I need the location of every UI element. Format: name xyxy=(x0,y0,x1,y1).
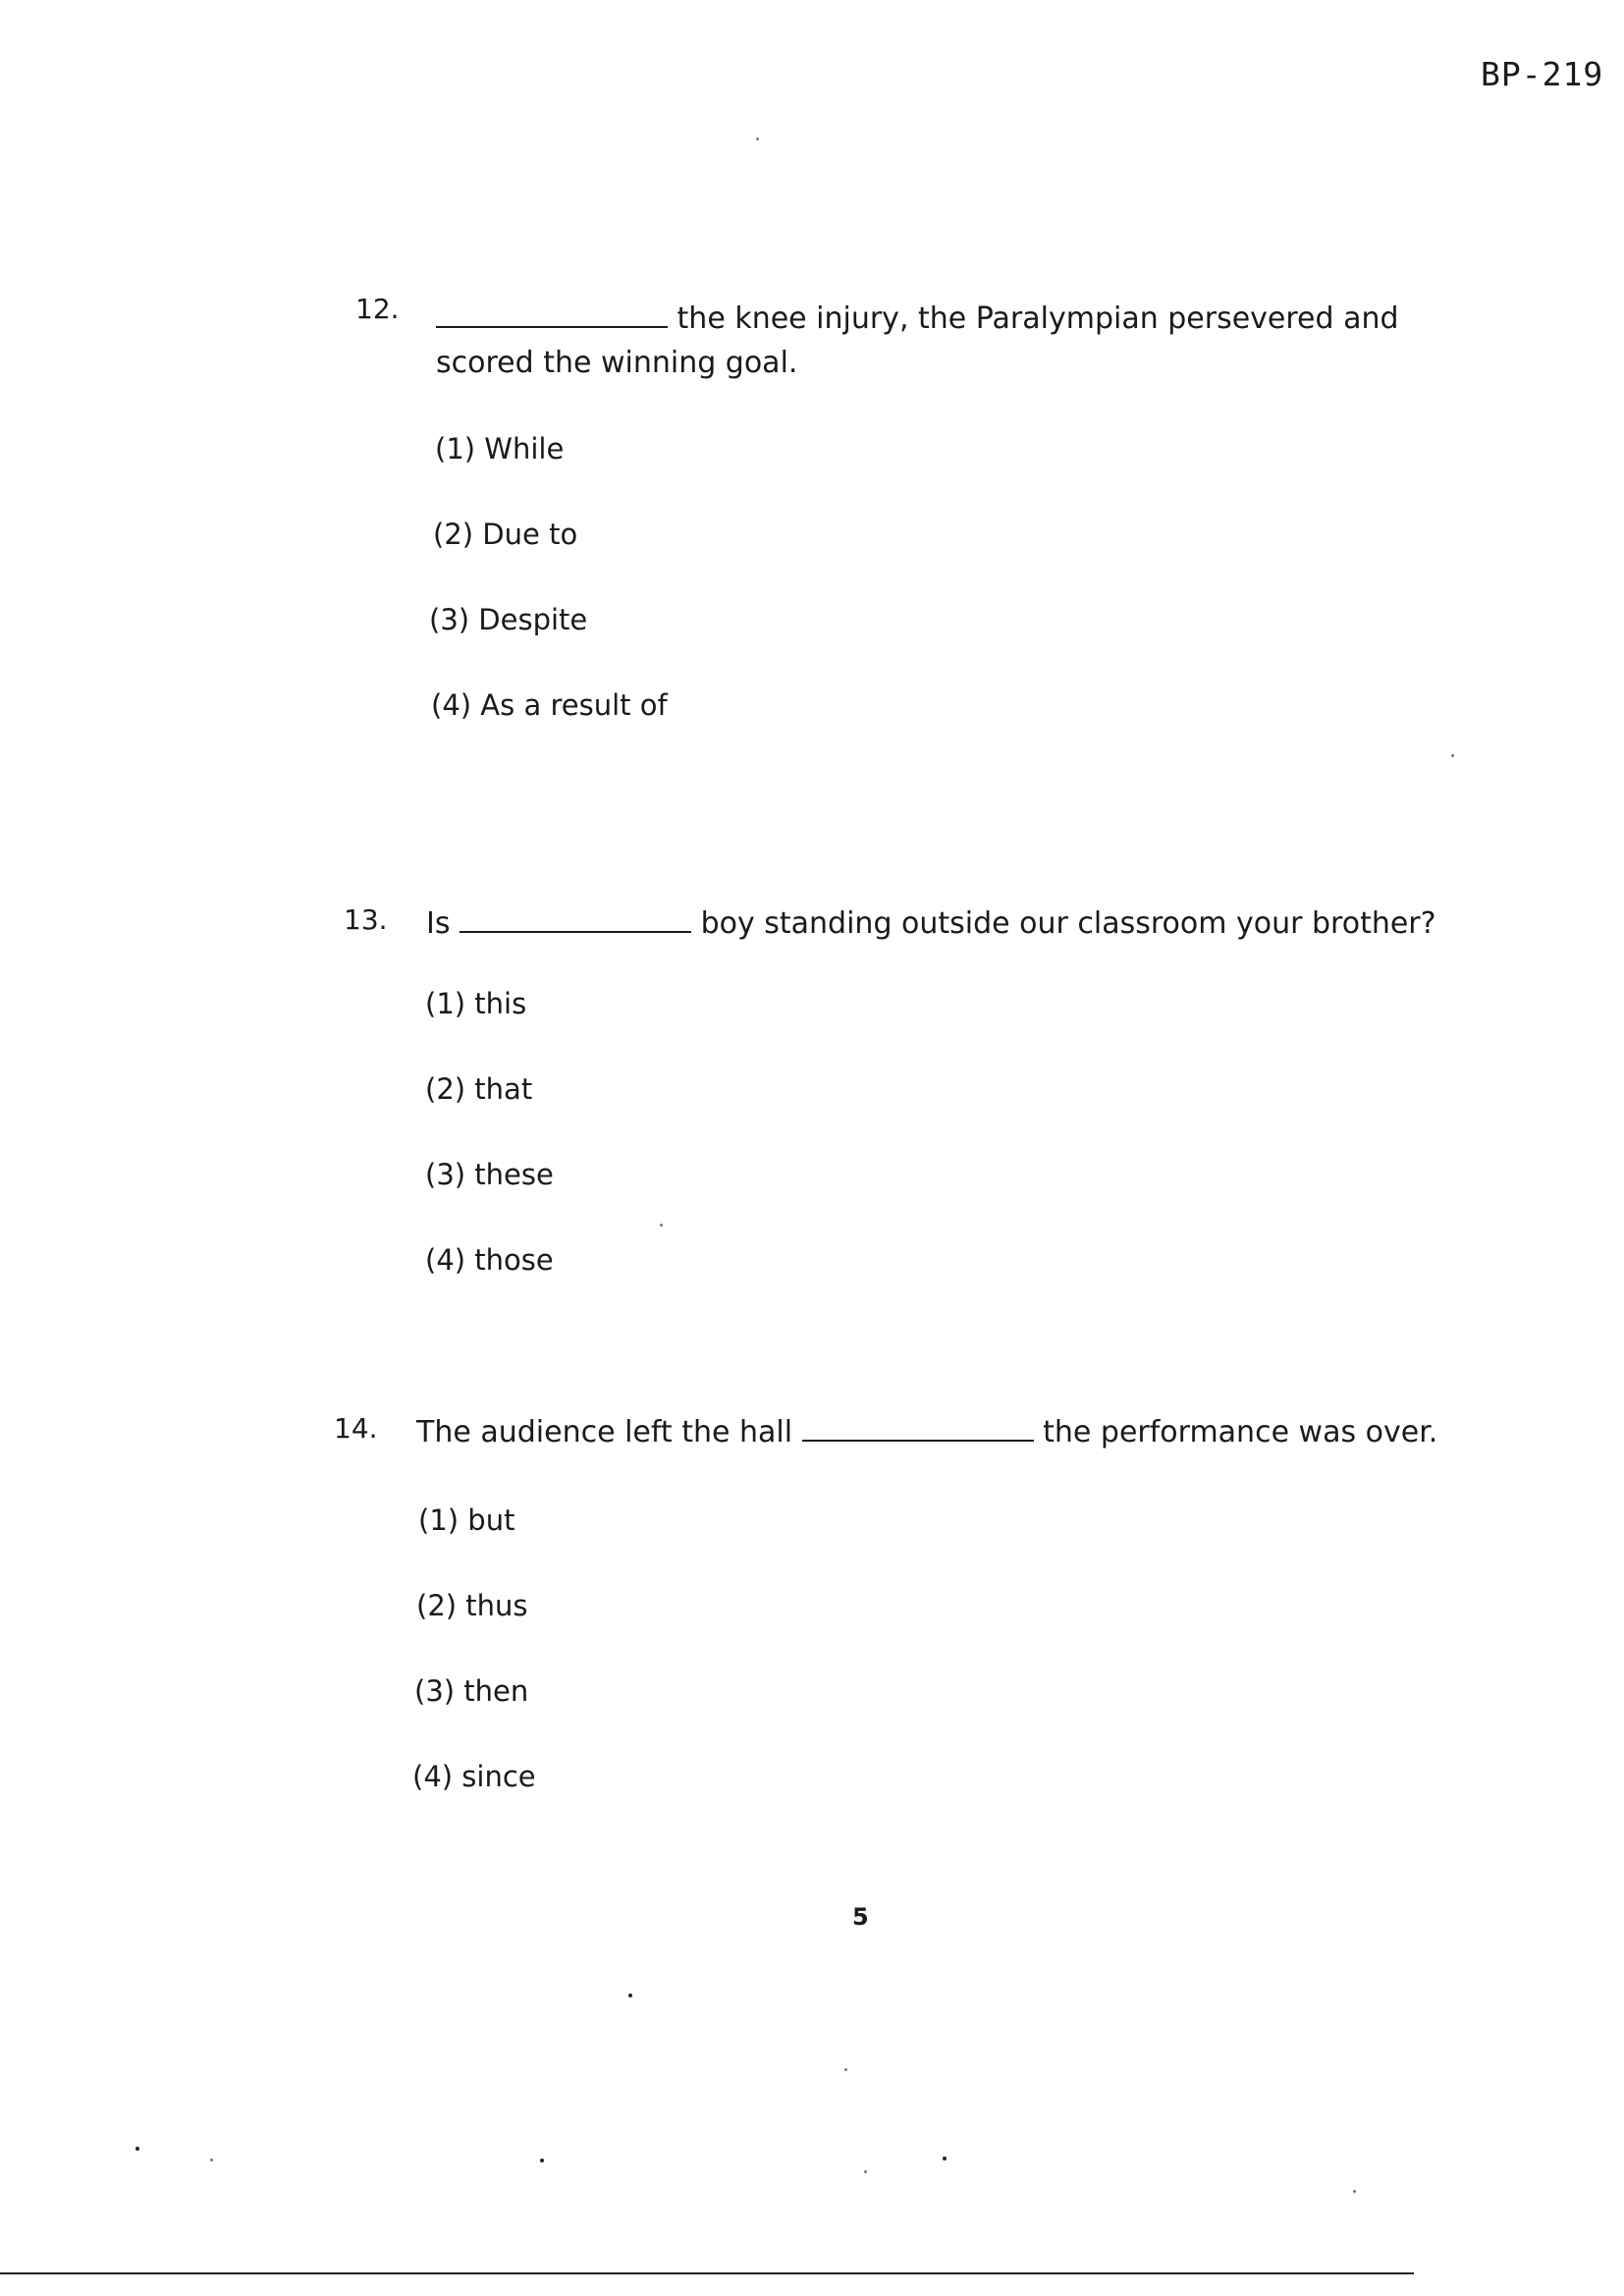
question-text-after-blank: the knee injury, the Paralympian persevered and xyxy=(677,301,1399,336)
question-number: 13. xyxy=(344,903,388,936)
scan-speck xyxy=(943,2157,947,2160)
answer-blank xyxy=(802,1418,1034,1442)
option-4[interactable]: (4) since xyxy=(412,1760,536,1793)
option-3[interactable]: (3) these xyxy=(425,1158,554,1191)
footer-rule xyxy=(0,2272,1414,2274)
scan-speck xyxy=(135,2147,139,2151)
question-text-before-blank: Is xyxy=(426,906,451,941)
option-1[interactable]: (1) this xyxy=(425,987,527,1020)
page-code: BP-219 xyxy=(1481,55,1604,93)
question-text xyxy=(426,902,1436,946)
answer-blank xyxy=(460,909,691,933)
scan-speck xyxy=(756,137,759,140)
option-4[interactable]: (4) As a result of xyxy=(431,688,668,722)
scan-speck xyxy=(628,1994,632,1997)
scan-speck xyxy=(844,2068,847,2071)
option-3[interactable]: (3) Despite xyxy=(429,603,588,636)
question-number: 14. xyxy=(334,1412,378,1445)
page-number: 5 xyxy=(852,1903,869,1931)
question-text-after-blank: the performance was over. xyxy=(1043,1415,1438,1449)
scan-speck xyxy=(660,1224,663,1227)
option-2[interactable]: (2) Due to xyxy=(433,518,578,551)
option-2[interactable]: (2) thus xyxy=(416,1589,528,1622)
question-text-line2: scored the winning goal. xyxy=(436,346,798,380)
question-number: 12. xyxy=(355,293,400,325)
question-text-before-blank: The audience left the hall xyxy=(416,1415,793,1449)
answer-blank xyxy=(436,304,668,328)
question-text-after-blank: boy standing outside our classroom your brother? xyxy=(700,906,1436,941)
scan-speck xyxy=(210,2159,213,2161)
option-1[interactable]: (1) While xyxy=(435,432,565,465)
scan-speck xyxy=(1353,2190,1356,2193)
scan-speck xyxy=(540,2159,544,2162)
scan-speck xyxy=(864,2170,867,2173)
option-1[interactable]: (1) but xyxy=(418,1503,515,1537)
scan-speck xyxy=(1451,754,1454,757)
option-3[interactable]: (3) then xyxy=(414,1674,529,1708)
option-4[interactable]: (4) those xyxy=(425,1243,554,1277)
question-text xyxy=(436,298,1428,341)
question-text xyxy=(416,1411,1437,1454)
option-2[interactable]: (2) that xyxy=(425,1072,533,1106)
